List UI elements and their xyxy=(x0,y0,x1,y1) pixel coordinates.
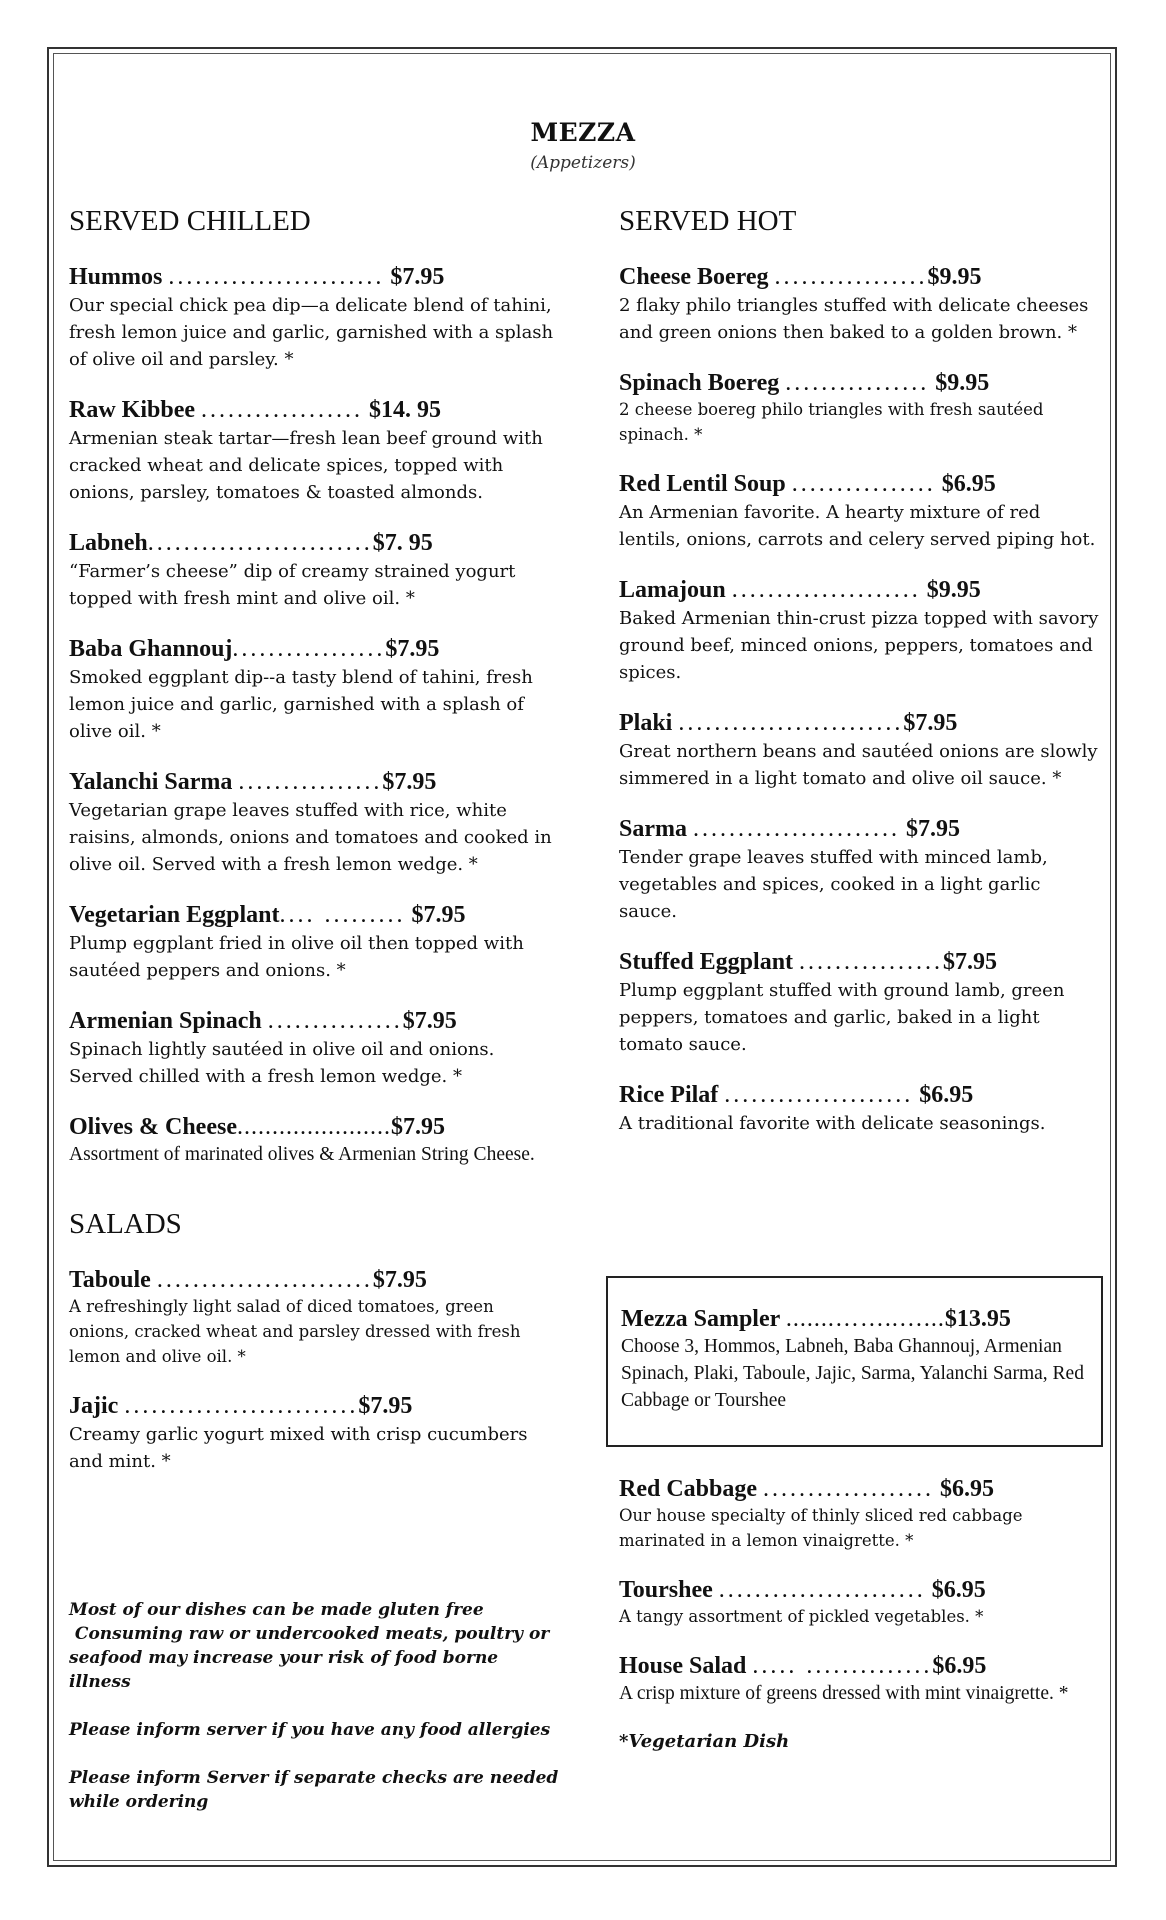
item-name: Vegetarian Eggplant xyxy=(69,902,280,928)
item-price: $13.95 xyxy=(944,1306,1011,1332)
item-price: $7.95 xyxy=(390,264,445,290)
item-name: Cheese Boereg xyxy=(619,264,769,290)
menu-item-labneh xyxy=(69,530,555,612)
item-description: Baked Armenian thin-crust pizza topped with savory ground beef, minced onions, peppers, tomatoes and spices. xyxy=(619,608,1099,683)
mezza-sampler-box xyxy=(606,1276,1103,1447)
item-price: $7.95 xyxy=(402,1008,457,1034)
item-price: $9.95 xyxy=(926,577,981,603)
item-price: $7. 95 xyxy=(372,530,433,556)
menu-item-stuffed-eggplant xyxy=(619,949,1100,1058)
leader-dots: ........................ xyxy=(156,1267,373,1293)
leader-dots: ..................... xyxy=(724,1082,914,1108)
leader-dots: ..... .............. xyxy=(752,1653,933,1679)
leader-dots: ................. xyxy=(232,636,386,662)
section-title-served-chilled: SERVED CHILLED xyxy=(69,205,311,237)
leader-dots: ...................... xyxy=(236,1114,391,1140)
menu-item-cheese-boereg xyxy=(619,264,1100,346)
item-name: Armenian Spinach xyxy=(69,1008,262,1034)
item-description: Plump eggplant fried in olive oil then topped with sautéed peppers and onions. * xyxy=(69,933,524,981)
note-allergies: Please inform server if you have any food allergies xyxy=(69,1720,551,1740)
item-price: $7.95 xyxy=(906,816,960,842)
note-separate-checks: Please inform Server if separate checks are needed while ordering xyxy=(69,1768,559,1812)
item-price: $14. 95 xyxy=(369,397,441,423)
item-price: $7.95 xyxy=(382,769,437,795)
leader-dots: ........................ xyxy=(168,264,385,290)
leader-dots: ....................... xyxy=(718,1577,926,1603)
item-price: $7.95 xyxy=(390,1114,445,1140)
menu-item-taboule xyxy=(69,1267,555,1369)
item-description: Assortment of marinated olives & Armenian String Cheese. xyxy=(69,1144,535,1165)
menu-item-sarma xyxy=(619,816,1100,925)
item-price: $6.95 xyxy=(932,1653,987,1679)
item-name: Labneh xyxy=(69,530,148,556)
section-title-served-hot: SERVED HOT xyxy=(619,205,797,237)
item-description: 2 flaky philo triangles stuffed with delicate cheeses and green onions then baked to a golden brown. * xyxy=(619,295,1089,343)
item-description: Tender grape leaves stuffed with minced lamb, vegetables and spices, cooked in a light garlic sauce. xyxy=(619,847,1048,922)
item-description: Smoked eggplant dip--a tasty blend of tahini, fresh lemon juice and garlic, garnished with a splash of olive oil. * xyxy=(69,667,533,742)
menu-header xyxy=(0,118,1166,173)
menu-notes xyxy=(69,1598,559,1838)
leader-dots: ......................... xyxy=(678,710,904,736)
item-name: Red Lentil Soup xyxy=(619,471,786,497)
item-description: Creamy garlic yogurt mixed with crisp cucumbers and mint. * xyxy=(69,1424,528,1472)
leader-dots: ................ xyxy=(791,471,936,497)
leader-dots: ................... xyxy=(763,1476,935,1502)
item-name: Hummos xyxy=(69,264,163,290)
item-name: Rice Pilaf xyxy=(619,1082,719,1108)
item-description: Armenian steak tartar—fresh lean beef ground with cracked wheat and delicate spices, topped with onions, parsley, tomatoes & toasted almonds. xyxy=(69,428,543,503)
item-name: Jajic xyxy=(69,1393,119,1419)
item-price: $7.95 xyxy=(372,1267,427,1293)
menu-item-armenian-spinach xyxy=(69,1008,555,1090)
item-description: Choose 3, Hommos, Labneh, Baba Ghannouj, Armenian Spinach, Plaki, Taboule, Jajic, Sarma, Yalanchi Sarma, Red Cabbage or Tourshee xyxy=(621,1336,1084,1411)
leader-dots: .... ......... xyxy=(279,902,406,928)
leader-dots: .................. xyxy=(201,397,363,423)
item-price: $6.95 xyxy=(941,471,996,497)
note-raw-warning: Consuming raw or undercooked meats, poultry or seafood may increase your risk of food borne illness xyxy=(69,1624,550,1692)
item-price: $7.95 xyxy=(411,902,466,928)
item-price: $7.95 xyxy=(358,1393,413,1419)
item-price: $9.95 xyxy=(935,370,990,396)
leader-dots: ....................... xyxy=(693,816,900,842)
menu-item-lamajoun xyxy=(619,577,1100,686)
item-description: Spinach lightly sautéed in olive oil and onions. Served chilled with a fresh lemon wedge. * xyxy=(69,1039,495,1087)
leader-dots: ................ xyxy=(238,769,383,795)
leader-dots: ................. xyxy=(774,264,928,290)
item-description: A crisp mixture of greens dressed with mint vinaigrette. * xyxy=(619,1683,1069,1704)
item-price: $6.95 xyxy=(931,1577,986,1603)
item-price: $7.95 xyxy=(385,636,440,662)
section-title-salads: SALADS xyxy=(69,1208,182,1240)
vegetarian-dish-note: *Vegetarian Dish xyxy=(619,1731,790,1752)
menu-item-red-lentil-soup xyxy=(619,471,1100,553)
item-description: A tangy assortment of pickled vegetables. * xyxy=(619,1607,984,1626)
item-name: Sarma xyxy=(619,816,687,842)
menu-subtitle: (Appetizers) xyxy=(530,153,636,173)
item-description: Our house specialty of thinly sliced red cabbage marinated in a lemon vinaigrette. * xyxy=(619,1506,1023,1550)
item-name: Lamajoun xyxy=(619,577,726,603)
item-description: Our special chick pea dip—a delicate blend of tahini, fresh lemon juice and garlic, garnished with a splash of olive oil and parsley. * xyxy=(69,295,554,370)
left-column xyxy=(69,205,555,1499)
menu-item-baba-ghannouj xyxy=(69,636,555,745)
item-description: 2 cheese boereg philo triangles with fresh sautéed spinach. * xyxy=(619,400,1044,444)
item-description: An Armenian favorite. A hearty mixture of red lentils, onions, carrots and celery served piping hot. xyxy=(619,502,1096,550)
item-name: House Salad xyxy=(619,1653,747,1679)
item-name: Yalanchi Sarma xyxy=(69,769,233,795)
item-name: Red Cabbage xyxy=(619,1476,758,1502)
item-name: Spinach Boereg xyxy=(619,370,780,396)
menu-item-plaki xyxy=(619,710,1100,792)
item-price: $6.95 xyxy=(940,1476,995,1502)
item-name: Stuffed Eggplant xyxy=(619,949,794,975)
menu-item-spinach-boereg xyxy=(619,370,1100,447)
menu-item-raw-kibbee xyxy=(69,397,555,506)
menu-item-rice-pilaf xyxy=(619,1082,1100,1137)
right-column-extras xyxy=(619,1476,1100,1752)
item-description: A refreshingly light salad of diced tomatoes, green onions, cracked wheat and parsley dressed with fresh lemon and olive oil. * xyxy=(69,1297,521,1366)
item-name: Olives & Cheese xyxy=(69,1114,237,1140)
item-name: Plaki xyxy=(619,710,673,736)
menu-item-red-cabbage xyxy=(619,1476,1100,1553)
note-gluten-free: Most of our dishes can be made gluten free xyxy=(69,1600,484,1620)
item-price: $6.95 xyxy=(919,1082,974,1108)
item-name: Mezza Sampler xyxy=(621,1306,780,1332)
item-description: Great northern beans and sautéed onions are slowly simmered in a light tomato and olive oil sauce. * xyxy=(619,741,1098,789)
menu-item-olives-cheese xyxy=(69,1114,555,1168)
item-price: $7.95 xyxy=(903,710,958,736)
menu-item-hummos xyxy=(69,264,555,373)
item-price: $7.95 xyxy=(943,949,998,975)
item-name: Baba Ghannouj xyxy=(69,636,233,662)
item-price: $9.95 xyxy=(927,264,982,290)
menu-item-house-salad xyxy=(619,1653,1100,1707)
item-name: Tourshee xyxy=(619,1577,713,1603)
item-name: Taboule xyxy=(69,1267,151,1293)
leader-dots: ................ xyxy=(799,949,944,975)
item-description: Plump eggplant stuffed with ground lamb, green peppers, tomatoes and garlic, baked in a light tomato sauce. xyxy=(619,980,1065,1055)
item-description: “Farmer’s cheese” dip of creamy strained yogurt topped with fresh mint and olive oil. * xyxy=(69,561,516,609)
right-column xyxy=(619,205,1100,1161)
menu-item-yalanchi-sarma xyxy=(69,769,555,878)
leader-dots: ................ xyxy=(785,370,930,396)
menu-title: MEZZA xyxy=(530,118,636,147)
item-description: A traditional favorite with delicate seasonings. xyxy=(619,1113,1046,1134)
leader-dots: .......……..…... xyxy=(785,1306,945,1332)
leader-dots: ............... xyxy=(267,1008,403,1034)
item-name: Raw Kibbee xyxy=(69,397,195,423)
item-description: Vegetarian grape leaves stuffed with rice, white raisins, almonds, onions and tomatoes and cooked in olive oil. Served with a fresh lemon wedge. * xyxy=(69,800,552,875)
menu-item-tourshee xyxy=(619,1577,1100,1629)
menu-item-jajic xyxy=(69,1393,555,1475)
leader-dots: ......................... xyxy=(147,530,373,556)
leader-dots: .......................... xyxy=(124,1393,359,1419)
leader-dots: ..................... xyxy=(731,577,921,603)
menu-item-vegetarian-eggplant xyxy=(69,902,555,984)
